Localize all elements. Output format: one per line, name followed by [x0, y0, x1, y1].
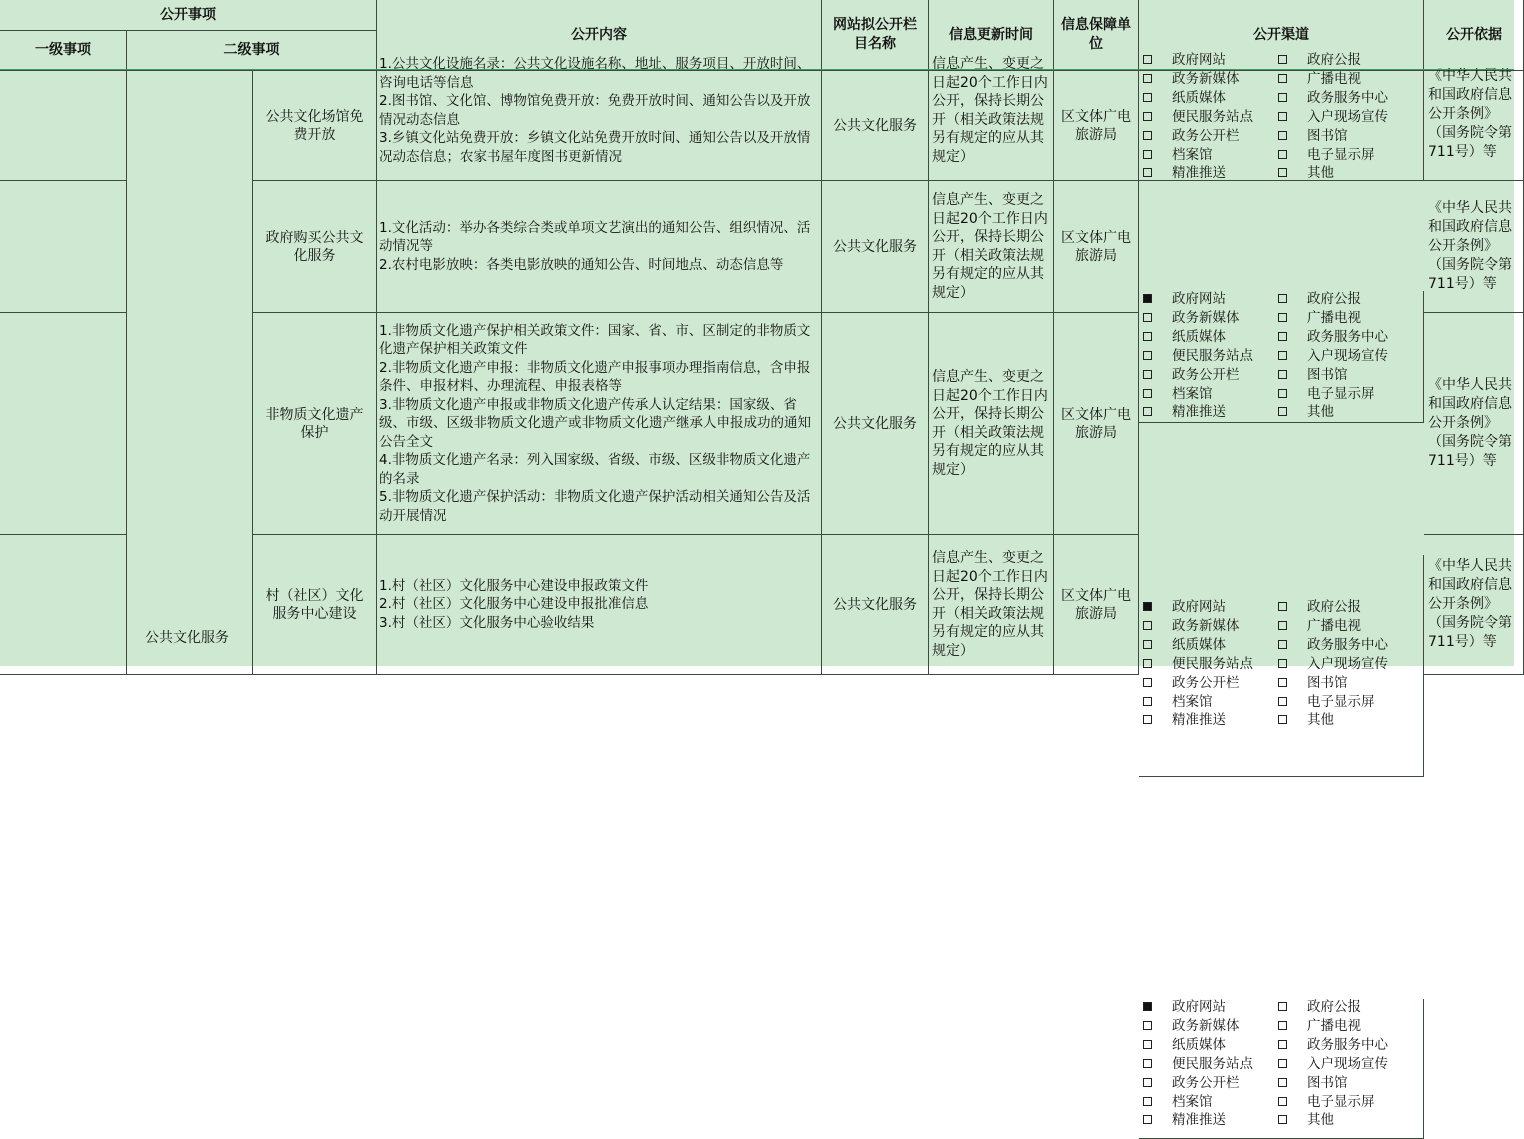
checkbox-icon[interactable] [1278, 1002, 1287, 1011]
checkbox-icon[interactable] [1143, 150, 1152, 159]
update-time-cell: 信息产生、变更之日起20个工作日内公开，保持长期公开（相关政策法规另有规定的应从其规定） [929, 313, 1054, 535]
header-channels: 公开渠道 [1139, 0, 1424, 71]
basis-cell [1424, 181, 1524, 313]
channels-cell [1139, 52, 1424, 182]
basis-line: 711号）等 [1428, 276, 1497, 292]
content-line: 1.文化活动：举办各类综合类或单项文艺演出的通知公告、组织情况、活动情况等 [379, 219, 811, 255]
channel-label: 政府网站 [1172, 599, 1226, 615]
checkbox-icon[interactable] [1278, 640, 1287, 649]
checkbox-icon[interactable] [1278, 697, 1287, 706]
channel-label: 广播电视 [1307, 1017, 1361, 1034]
channels-cell [1139, 291, 1424, 423]
basis-line: 和国政府信息 [1428, 396, 1512, 412]
item-name: 村（社区）文化服务中心建设 [253, 535, 377, 675]
unit-cell: 区文体广电旅游局 [1054, 71, 1139, 181]
checkbox-icon[interactable] [1278, 1078, 1287, 1087]
content-cell [377, 535, 822, 675]
basis-line: 公开条例》 [1428, 415, 1498, 431]
channel-label: 政府公报 [1307, 999, 1361, 1015]
channel-label: 精准推送 [1172, 404, 1226, 421]
basis-line: 《中华人民共 [1428, 558, 1512, 574]
content-line: 2.图书馆、文化馆、博物馆免费开放：免费开放时间、通知公告以及开放情况动态信息 [379, 93, 811, 128]
channel-label: 政务公开栏 [1172, 674, 1240, 691]
item-name: 公共文化场馆免费开放 [253, 71, 377, 181]
basis-line: 《中华人民共 [1428, 377, 1512, 393]
basis-cell [1424, 68, 1524, 181]
channel-label: 纸质媒体 [1172, 89, 1226, 106]
level1-cell [0, 71, 127, 181]
basis-cell [1424, 313, 1524, 535]
basis-line: 公开条例》 [1428, 596, 1498, 612]
channel-label: 政府公报 [1307, 599, 1361, 615]
channel-label: 政务服务中心 [1307, 328, 1388, 345]
column-name-cell: 公共文化服务 [822, 71, 929, 181]
checkbox-icon[interactable] [1143, 74, 1152, 83]
checkbox-icon[interactable] [1143, 112, 1152, 121]
channel-label: 政府公报 [1307, 52, 1361, 68]
unit-cell: 区文体广电旅游局 [1054, 181, 1139, 313]
checkbox-icon[interactable] [1143, 1040, 1152, 1049]
channel-label: 政务公开栏 [1172, 127, 1240, 144]
channel-label: 政府网站 [1172, 52, 1226, 68]
checkbox-icon[interactable] [1278, 93, 1287, 102]
channel-label: 便民服务站点 [1172, 655, 1253, 672]
checkbox-icon[interactable] [1278, 715, 1287, 724]
header-responsible-unit: 信息保障单位 [1054, 0, 1139, 71]
checkbox-icon[interactable] [1143, 351, 1152, 360]
checkbox-icon[interactable] [1143, 294, 1152, 303]
checkbox-icon[interactable] [1143, 407, 1152, 416]
channel-label: 政务新媒体 [1172, 617, 1240, 634]
unit-cell: 区文体广电旅游局 [1054, 313, 1139, 535]
checkbox-icon[interactable] [1278, 168, 1287, 177]
checkbox-icon[interactable] [1278, 1021, 1287, 1030]
checkbox-icon[interactable] [1278, 351, 1287, 360]
checkbox-icon[interactable] [1278, 150, 1287, 159]
item-name: 非物质文化遗产保护 [253, 313, 377, 535]
channel-label: 档案馆 [1172, 146, 1213, 163]
channel-label: 图书馆 [1307, 127, 1348, 144]
level1-cell [0, 313, 127, 535]
channel-label: 其他 [1307, 404, 1334, 421]
checkbox-icon[interactable] [1278, 112, 1287, 121]
channel-label: 广播电视 [1307, 617, 1361, 634]
checkbox-icon[interactable] [1143, 1021, 1152, 1030]
basis-line: 711号）等 [1428, 144, 1497, 160]
checkbox-icon[interactable] [1278, 294, 1287, 303]
checkbox-icon[interactable] [1278, 332, 1287, 341]
content-line: 2.农村电影放映：各类电影放映的通知公告、时间地点、动态信息等 [379, 256, 784, 273]
basis-line: 公开条例》 [1428, 106, 1498, 122]
column-name-cell: 公共文化服务 [822, 181, 929, 313]
channel-label: 电子显示屏 [1307, 146, 1375, 163]
channel-label: 政务新媒体 [1172, 1017, 1240, 1034]
channel-label: 政务服务中心 [1307, 1036, 1388, 1053]
checkbox-icon[interactable] [1143, 93, 1152, 102]
checkbox-icon[interactable] [1143, 602, 1152, 611]
channel-label: 入户现场宣传 [1307, 1055, 1388, 1072]
basis-line: 711号）等 [1428, 453, 1497, 469]
channel-label: 便民服务站点 [1172, 108, 1253, 125]
content-line: 2.村（社区）文化服务中心建设申报批准信息 [379, 596, 649, 613]
content-cell [377, 313, 822, 535]
checkbox-icon[interactable] [1143, 640, 1152, 649]
item-name: 政府购买公共文化服务 [253, 181, 377, 313]
channel-label: 入户现场宣传 [1307, 655, 1388, 672]
update-time-cell: 信息产生、变更之日起20个工作日内公开，保持长期公开（相关政策法规另有规定的应从其规定） [929, 535, 1054, 675]
checkbox-icon[interactable] [1143, 131, 1152, 140]
channel-label: 政务新媒体 [1172, 70, 1240, 87]
channel-label: 精准推送 [1172, 165, 1226, 182]
channel-label: 政务新媒体 [1172, 309, 1240, 326]
channel-label: 政务服务中心 [1307, 89, 1388, 106]
checkbox-icon[interactable] [1143, 1002, 1152, 1011]
checkbox-icon[interactable] [1143, 659, 1152, 668]
checkbox-icon[interactable] [1143, 168, 1152, 177]
checkbox-icon[interactable] [1143, 697, 1152, 706]
checkbox-icon[interactable] [1278, 407, 1287, 416]
channel-label: 广播电视 [1307, 70, 1361, 87]
checkbox-icon[interactable] [1143, 621, 1152, 630]
checkbox-icon[interactable] [1278, 621, 1287, 630]
checkbox-icon[interactable] [1143, 55, 1152, 64]
channel-label: 档案馆 [1172, 385, 1213, 402]
basis-line: 和国政府信息 [1428, 577, 1512, 593]
checkbox-icon[interactable] [1143, 1097, 1152, 1106]
channel-label: 便民服务站点 [1172, 1055, 1253, 1072]
channel-label: 精准推送 [1172, 1112, 1226, 1129]
header-column-name: 网站拟公开栏目名称 [822, 0, 929, 71]
channel-label: 电子显示屏 [1307, 385, 1375, 402]
checkbox-icon[interactable] [1143, 715, 1152, 724]
basis-line: 《中华人民共 [1428, 68, 1512, 84]
header-level1: 一级事项 [0, 31, 127, 71]
checkbox-icon[interactable] [1278, 1059, 1287, 1068]
header-basis: 公开依据 [1424, 0, 1524, 71]
checkbox-icon[interactable] [1143, 1059, 1152, 1068]
checkbox-icon[interactable] [1143, 678, 1152, 687]
header-level2: 二级事项 [127, 31, 377, 71]
channel-label: 政务服务中心 [1307, 636, 1388, 653]
basis-line: 711号）等 [1428, 634, 1497, 650]
content-line: 4.非物质文化遗产名录：列入国家级、省级、市级、区级非物质文化遗产的名录 [379, 452, 811, 487]
channel-label: 纸质媒体 [1172, 328, 1226, 345]
channel-label: 政府网站 [1172, 999, 1226, 1015]
content-line: 2.非物质文化遗产申报：非物质文化遗产申报事项办理指南信息，含申报条件、申报材料、办理流程、申报表格等 [379, 359, 811, 395]
content-line: 1.村（社区）文化服务中心建设申报政策文件 [379, 577, 649, 594]
checkbox-icon[interactable] [1278, 1115, 1287, 1124]
channel-label: 其他 [1307, 712, 1334, 729]
channel-label: 纸质媒体 [1172, 1036, 1226, 1053]
update-time-cell: 信息产生、变更之日起20个工作日内公开，保持长期公开（相关政策法规另有规定的应从其规定） [929, 181, 1054, 313]
channel-label: 其他 [1307, 165, 1334, 182]
basis-line: （国务院令第 [1428, 615, 1512, 631]
update-time-cell: 信息产生、变更之日起20个工作日内公开，保持长期公开（相关政策法规另有规定的应从其规定） [929, 71, 1054, 181]
level1-cell [0, 181, 127, 313]
channel-label: 电子显示屏 [1307, 1093, 1375, 1110]
channel-label: 政务公开栏 [1172, 1074, 1240, 1091]
channel-label: 政务公开栏 [1172, 366, 1240, 383]
channel-label: 便民服务站点 [1172, 347, 1253, 364]
channel-label: 其他 [1307, 1112, 1334, 1129]
level2-group-cell [127, 71, 253, 675]
content-line: 3.乡镇文化站免费开放：乡镇文化站免费开放时间、通知公告以及开放情况动态信息；农家书屋年度图书更新情况 [379, 130, 811, 165]
content-line: 3.非物质文化遗产申报或非物质文化遗产传承人认定结果：国家级、省级、市级、区级非物质文化遗产或非物质文化遗产继承人申报成功的通知公告全文 [379, 396, 811, 450]
checkbox-icon[interactable] [1143, 1078, 1152, 1087]
channel-label: 入户现场宣传 [1307, 347, 1388, 364]
basis-line: 和国政府信息 [1428, 219, 1512, 235]
checkbox-icon[interactable] [1278, 370, 1287, 379]
checkbox-icon[interactable] [1143, 1115, 1152, 1124]
content-line: 1.非物质文化遗产保护相关政策文件：国家、省、市、区制定的非物质文化遗产保护相关政策文件 [379, 322, 811, 358]
channels-cell [1139, 555, 1424, 777]
checkbox-icon[interactable] [1278, 74, 1287, 83]
channel-label: 图书馆 [1307, 674, 1348, 691]
level1-cell [0, 535, 127, 675]
header-content: 公开内容 [377, 0, 822, 71]
channels-cell [1139, 999, 1424, 1139]
unit-cell: 区文体广电旅游局 [1054, 535, 1139, 675]
basis-line: （国务院令第 [1428, 257, 1512, 273]
basis-line: 《中华人民共 [1428, 200, 1512, 216]
checkbox-icon[interactable] [1278, 313, 1287, 322]
channel-label: 档案馆 [1172, 1093, 1213, 1110]
checkbox-icon[interactable] [1278, 1040, 1287, 1049]
checkbox-icon[interactable] [1278, 678, 1287, 687]
basis-cell [1424, 535, 1524, 675]
checkbox-icon[interactable] [1143, 332, 1152, 341]
basis-line: 和国政府信息 [1428, 87, 1512, 103]
checkbox-icon[interactable] [1143, 370, 1152, 379]
channel-label: 广播电视 [1307, 309, 1361, 326]
channel-label: 电子显示屏 [1307, 693, 1375, 710]
checkbox-icon[interactable] [1278, 659, 1287, 668]
content-line: 3.村（社区）文化服务中心验收结果 [379, 614, 595, 631]
column-name-cell: 公共文化服务 [822, 535, 929, 675]
header-update-time: 信息更新时间 [929, 0, 1054, 71]
content-line: 5.非物质文化遗产保护活动：非物质文化遗产保护活动相关通知公告及活动开展情况 [379, 489, 811, 524]
basis-line: （国务院令第 [1428, 125, 1512, 141]
channel-label: 档案馆 [1172, 693, 1213, 710]
basis-line: （国务院令第 [1428, 434, 1512, 450]
header-public-items: 公开事项 [0, 0, 377, 31]
channel-label: 政府网站 [1172, 291, 1226, 307]
content-line: 1.公共文化设施名录：公共文化设施名称、地址、服务项目、开放时间、咨询电话等信息 [379, 56, 811, 91]
checkbox-icon[interactable] [1278, 1097, 1287, 1106]
content-cell [377, 56, 822, 181]
column-name-cell: 公共文化服务 [822, 313, 929, 535]
checkbox-icon[interactable] [1143, 389, 1152, 398]
frozen-pane-line [0, 69, 1514, 70]
channel-label: 政府公报 [1307, 291, 1361, 307]
checkbox-icon[interactable] [1278, 55, 1287, 64]
level2-group-label: 公共文化服务 [145, 630, 229, 646]
channel-label: 入户现场宣传 [1307, 108, 1388, 125]
checkbox-icon[interactable] [1278, 131, 1287, 140]
checkbox-icon[interactable] [1278, 602, 1287, 611]
channel-label: 纸质媒体 [1172, 636, 1226, 653]
channel-label: 图书馆 [1307, 1074, 1348, 1091]
content-cell [377, 181, 822, 313]
checkbox-icon[interactable] [1143, 313, 1152, 322]
channel-label: 图书馆 [1307, 366, 1348, 383]
channel-label: 精准推送 [1172, 712, 1226, 729]
checkbox-icon[interactable] [1278, 389, 1287, 398]
basis-line: 公开条例》 [1428, 238, 1498, 254]
